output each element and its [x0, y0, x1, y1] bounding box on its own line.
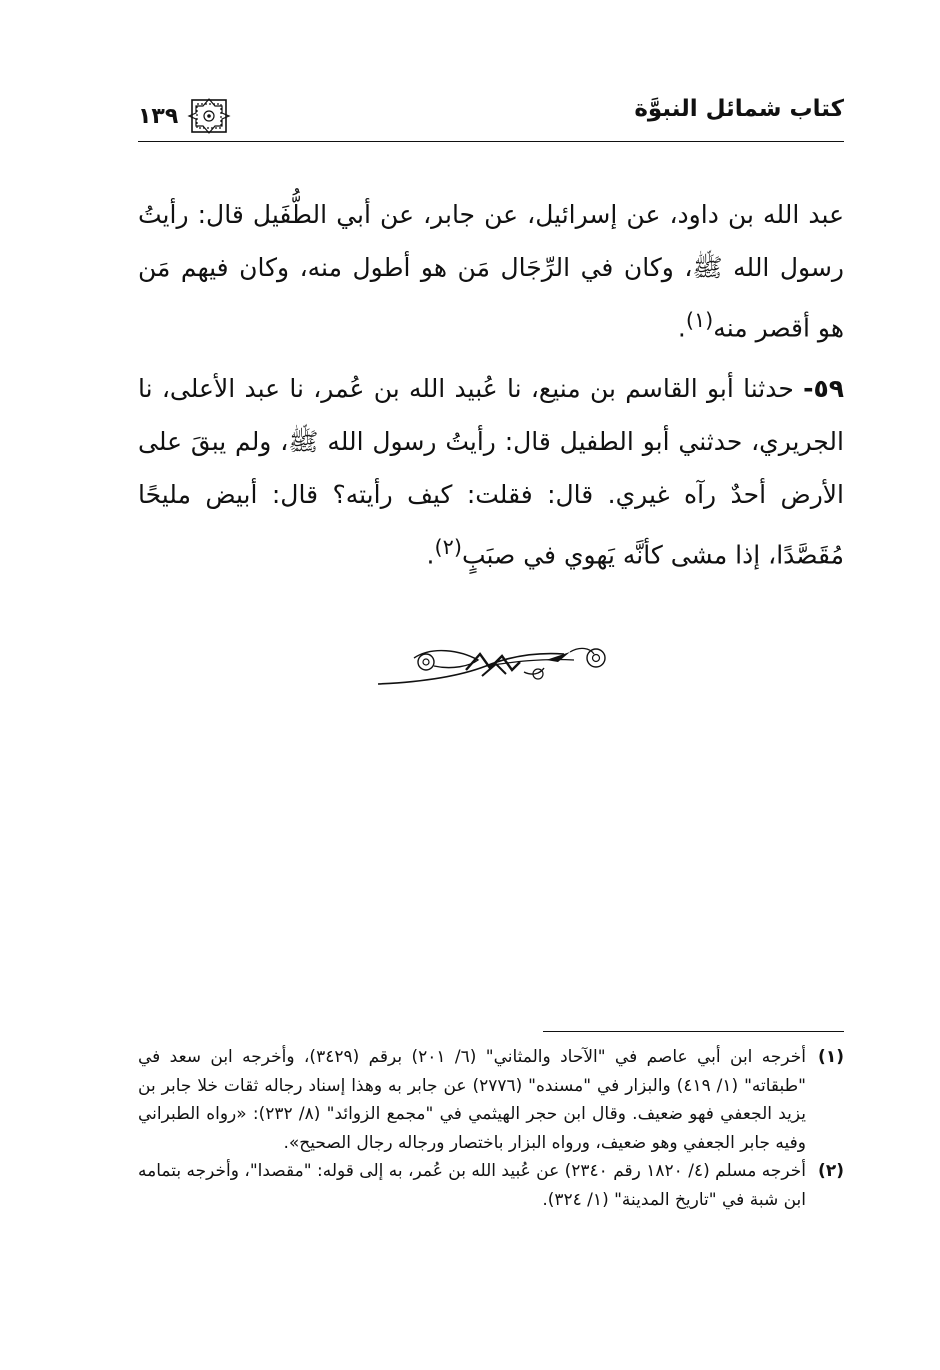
page-number: ١٣٩ — [138, 103, 179, 129]
paragraph-1-text: عبد الله بن داود، عن إسرائيل، عن جابر، عن أبي الطُّفَيل قال: رأيتُ رسول الله ﷺ، وكان في الرِّجَال مَن هو أطول منه، وكان فيهم مَن هو أقصر منه — [138, 200, 844, 343]
page-header — [138, 94, 844, 138]
footnote-marker: (٢) — [818, 1161, 844, 1181]
paragraph-1 — [138, 188, 844, 354]
footnote-marker: (١) — [818, 1047, 844, 1067]
footnote-rule — [543, 1031, 844, 1032]
ornament-icon — [186, 96, 232, 136]
footnotes — [138, 1043, 844, 1214]
header-rule — [138, 141, 844, 142]
footnote-text: أخرجه مسلم (٤/ ١٨٢٠ رقم ٢٣٤٠) عن عُبيد الله بن عُمر، به إلى قوله: "مقصدا"، وأخرجه بتمامه ابن شبة في "تاريخ المدينة" (١/ ٣٢٤). — [138, 1161, 806, 1210]
footnote-1 — [138, 1043, 844, 1157]
paragraph-2-text: حدثنا أبو القاسم بن منيع، نا عُبيد الله بن عُمر، نا عبد الأعلى، نا الجريري، حدثني أبو الطفيل قال: رأيتُ رسول الله ﷺ، ولم يبقَ على الأرض أحدٌ رآه غيري. قال: فقلت: كيف رأيته؟ قال: أبيض مليحًا مُقَصَّدًا، إذا مشى كأنَّه يَهوي في صبَبٍ — [138, 374, 844, 570]
footnote-2 — [138, 1157, 844, 1214]
paragraph-2 — [138, 362, 844, 581]
main-text — [138, 188, 844, 590]
footnote-text: أخرجه ابن أبي عاصم في "الآحاد والمثاني" (٦/ ٢٠١) برقم (٣٤٢٩)، وأخرجه ابن سعد في "طبقاته" (١/ ٤١٩) والبزار في "مسنده" (٢٧٧٦) عن جابر به وهذا إسناد رجاله ثقات خلا جابر بن يزيد الجعفي فهو ضعيف. وقال ابن حجر الهيثمي في "مجمع الزوائد" (٨/ ٢٣٢): «رواه الطبراني وفيه جابر الجعفي وهو ضعيف، ورواه البزار باختصار ورجاله رجال الصحيح». — [138, 1047, 806, 1153]
hadith-number: ٥٩- — [803, 374, 844, 404]
page-number-group — [138, 94, 232, 138]
running-title: كتاب شمائل النبوَّة — [634, 96, 844, 122]
paragraph-2-end: . — [426, 540, 435, 570]
footnote-ref-2: (٢) — [434, 535, 462, 560]
footnote-ref-1: (١) — [685, 308, 714, 332]
floral-divider-icon — [374, 640, 614, 686]
paragraph-1-end: . — [677, 313, 686, 343]
